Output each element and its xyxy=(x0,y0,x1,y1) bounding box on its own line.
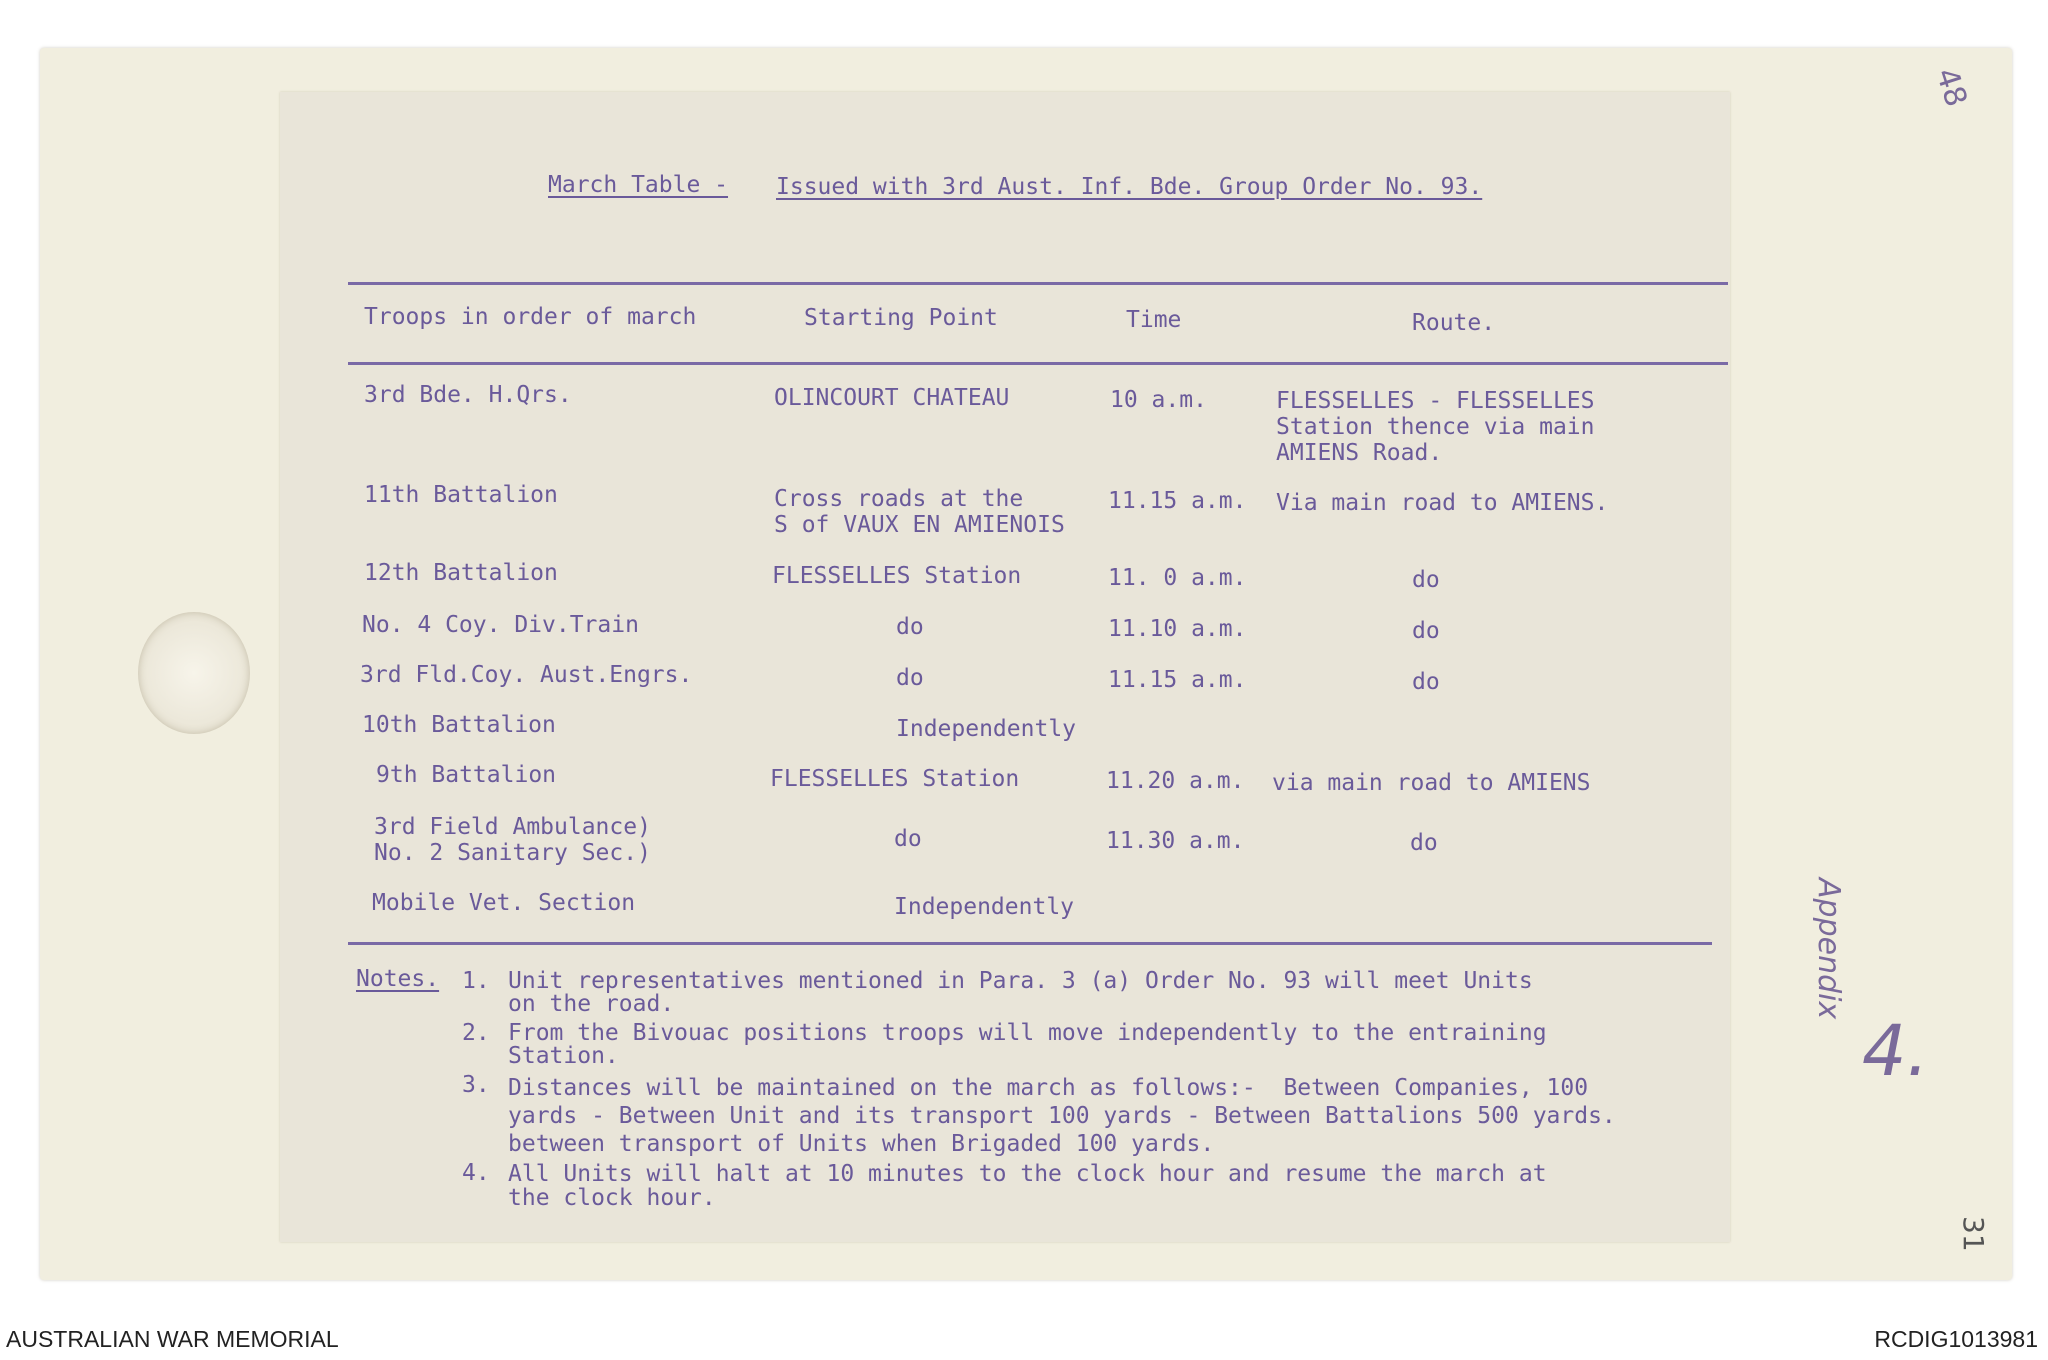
row-8-time: 11.30 a.m. xyxy=(1106,828,1245,854)
row-8-route: do xyxy=(1410,830,1438,856)
row-4-start: do xyxy=(896,614,924,640)
row-4-time: 11.10 a.m. xyxy=(1108,616,1247,642)
note-4-text: All Units will halt at 10 minutes to the clock hour and resume the march at the clock hour. xyxy=(508,1161,1547,1211)
row-9-start: Independently xyxy=(894,894,1075,920)
appendix-number: 4. xyxy=(1862,1010,1929,1092)
note-3-number: 3. xyxy=(462,1072,490,1098)
row-8-troops: 3rd Field Ambulance) No. 2 Sanitary Sec.) xyxy=(374,814,651,866)
title-main: Issued with 3rd Aust. Inf. Bde. Group Order No. 93. xyxy=(776,174,1483,200)
row-7-start: FLESSELLES Station xyxy=(770,766,1020,792)
note-1-text: Unit representatives mentioned in Para. 3 (a) Order No. 93 will meet Units on the road. xyxy=(508,968,1533,1017)
header-route: Route. xyxy=(1412,310,1496,336)
note-2-number: 2. xyxy=(462,1020,490,1046)
title-prefix: March Table - xyxy=(548,172,729,198)
row-3-route: do xyxy=(1412,567,1440,593)
row-3-start: FLESSELLES Station xyxy=(772,563,1022,589)
row-4-troops: No. 4 Coy. Div.Train xyxy=(362,612,639,638)
header-starting-point: Starting Point xyxy=(804,305,998,331)
note-4-number: 4. xyxy=(462,1160,490,1186)
row-3-time: 11. 0 a.m. xyxy=(1108,565,1247,591)
page-number: 31 xyxy=(1957,1216,1990,1252)
row-3-troops: 12th Battalion xyxy=(364,560,558,586)
row-5-route: do xyxy=(1412,669,1440,695)
footer-institution: AUSTRALIAN WAR MEMORIAL xyxy=(6,1326,339,1352)
row-8-start: do xyxy=(894,826,922,852)
row-7-time: 11.20 a.m. xyxy=(1106,768,1245,794)
table-header-rule xyxy=(348,362,1728,365)
table-bottom-rule xyxy=(348,942,1712,945)
folio-number: 48 xyxy=(1928,63,1974,112)
notes-label: Notes. xyxy=(356,966,440,992)
table-top-rule xyxy=(348,282,1728,285)
row-5-start: do xyxy=(896,665,924,691)
row-1-troops: 3rd Bde. H.Qrs. xyxy=(364,382,572,408)
header-troops: Troops in order of march xyxy=(364,304,697,330)
note-1-number: 1. xyxy=(462,968,490,994)
row-1-time: 10 a.m. xyxy=(1110,387,1207,413)
row-7-route: via main road to AMIENS xyxy=(1272,770,1591,796)
embossed-seal-icon xyxy=(138,612,250,734)
row-1-start: OLINCOURT CHATEAU xyxy=(774,385,1010,411)
appendix-label: Appendix xyxy=(1811,878,1846,1020)
footer-record-id: RCDIG1013981 xyxy=(1874,1326,2038,1352)
row-9-troops: Mobile Vet. Section xyxy=(372,890,636,916)
row-1-route: FLESSELLES - FLESSELLES Station thence via main AMIENS Road. xyxy=(1276,388,1595,466)
row-2-start: Cross roads at the S of VAUX EN AMIENOIS xyxy=(774,486,1065,538)
row-4-route: do xyxy=(1412,618,1440,644)
note-2-text: From the Bivouac positions troops will move independently to the entraining Station. xyxy=(508,1020,1547,1069)
header-time: Time xyxy=(1126,307,1182,333)
row-2-troops: 11th Battalion xyxy=(364,482,558,508)
row-2-time: 11.15 a.m. xyxy=(1108,488,1247,514)
note-3-text: Distances will be maintained on the march as follows:- Between Companies, 100 yards - Between Unit and its transport 100 yards - Between Battalions 500 yards. between transport of Units when Brigaded 100 yards. xyxy=(508,1075,1616,1157)
row-5-time: 11.15 a.m. xyxy=(1108,667,1247,693)
row-6-troops: 10th Battalion xyxy=(362,712,556,738)
row-5-troops: 3rd Fld.Coy. Aust.Engrs. xyxy=(360,662,693,688)
row-6-start: Independently xyxy=(896,716,1077,742)
row-2-route: Via main road to AMIENS. xyxy=(1276,490,1609,516)
row-7-troops: 9th Battalion xyxy=(376,762,557,788)
